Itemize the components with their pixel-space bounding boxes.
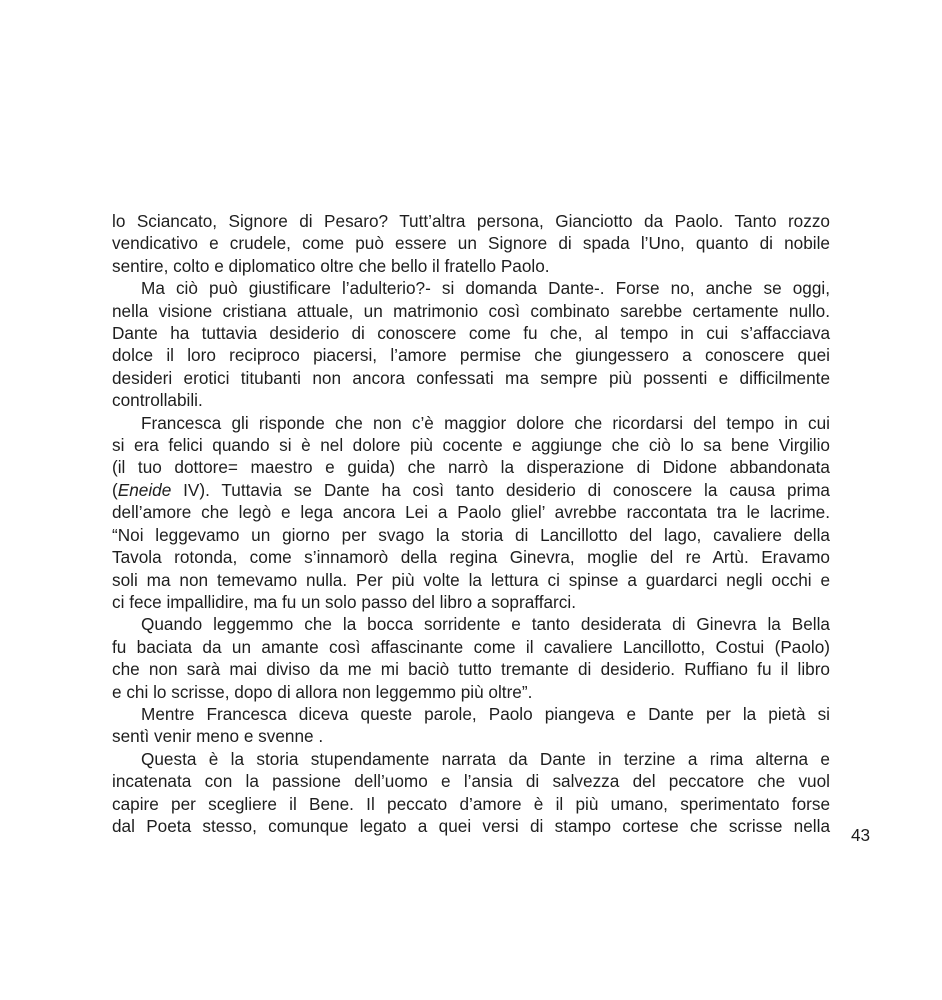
page-number: 43 — [851, 825, 871, 845]
text-line: che non sarà mai diviso da me mi baciò tutto tremante di desiderio. Ruffiano fu il libro — [112, 659, 830, 680]
text-line: nella visione cristiana attuale, un matrimonio così combinato sarebbe certamente nullo. — [112, 300, 830, 321]
italic-text: (Eneide — [112, 479, 172, 500]
text-line: Ma ciò può giustificare l’adulterio?- si domanda Dante-. Forse no, anche se oggi, — [141, 278, 830, 299]
text-line: vendicativo e crudele, come può essere un Signore di spada l’Uno, quanto di nobile — [112, 233, 830, 254]
text-line: “Noi leggevamo un giorno per svago la storia di Lancillotto del lago, cavaliere della — [112, 524, 830, 545]
text-line: Quando leggemmo che la bocca sorridente e tanto desiderata di Ginevra la Bella — [141, 614, 830, 635]
text-line: Dante ha tuttavia desiderio di conoscere come fu che, al tempo in cui s’affacciava — [112, 323, 830, 344]
text-line: controllabili. — [112, 390, 203, 411]
paragraph — [112, 412, 830, 614]
text-line: ci fece impallidire, ma fu un solo passo del libro a sopraffarci. — [112, 591, 576, 612]
paragraph — [112, 210, 830, 277]
text-line: Tavola rotonda, come s’innamorò della regina Ginevra, moglie del re Artù. Eravamo — [112, 547, 830, 568]
text-line: desideri erotici titubanti non ancora confessati ma sempre più possenti e difficilmente — [112, 367, 830, 388]
text-line: capire per scegliere il Bene. Il peccato d’amore è il più umano, sperimentato forse — [112, 793, 830, 814]
body-text — [112, 210, 830, 837]
text-line: dal Poeta stesso, comunque legato a quei versi di stampo cortese che scrisse nella — [112, 815, 830, 836]
text-line: dolce il loro reciproco piacersi, l’amore permise che giungessero a conoscere quei — [112, 345, 830, 366]
text-line: incatenata con la passione dell’uomo e l’ansia di salvezza del peccatore che vuol — [112, 771, 830, 792]
paragraph — [112, 613, 830, 703]
text-line: (Eneide IV). Tuttavia se Dante ha così tanto desiderio di conoscere la causa prima — [112, 479, 830, 500]
text-line: (il tuo dottore= maestro e guida) che narrò la disperazione di Didone abbandonata — [112, 457, 830, 478]
text-line: Questa è la storia stupendamente narrata da Dante in terzine a rima alterna e — [141, 748, 830, 769]
text-line: dell’amore che legò e lega ancora Lei a Paolo gliel’ avrebbe raccontata tra le lacrime. — [112, 502, 830, 523]
paragraph — [112, 748, 830, 838]
text-line: fu baciata da un amante così affascinante come il cavaliere Lancillotto, Costui (Paolo) — [112, 636, 830, 657]
text-line: lo Sciancato, Signore di Pesaro? Tutt’altra persona, Gianciotto da Paolo. Tanto rozzo — [112, 211, 830, 231]
text-line: Francesca gli risponde che non c’è maggior dolore che ricordarsi del tempo in cui — [141, 412, 830, 433]
text-line: Mentre Francesca diceva queste parole, Paolo piangeva e Dante per la pietà si — [141, 703, 830, 724]
text-line: sentire, colto e diplomatico oltre che bello il fratello Paolo. — [112, 255, 550, 276]
text-line: soli ma non temevamo nulla. Per più volte la lettura ci spinse a guardarci negli occhi e — [112, 569, 830, 590]
paragraph — [112, 703, 830, 748]
text-line: e chi lo scrisse, dopo di allora non leggemmo più oltre”. — [112, 681, 533, 702]
paragraph — [112, 277, 830, 411]
text-line: sentì venir meno e svenne . — [112, 726, 324, 747]
text-line: si era felici quando si è nel dolore più cocente e aggiunge che ciò lo sa bene Virgilio — [112, 435, 830, 456]
